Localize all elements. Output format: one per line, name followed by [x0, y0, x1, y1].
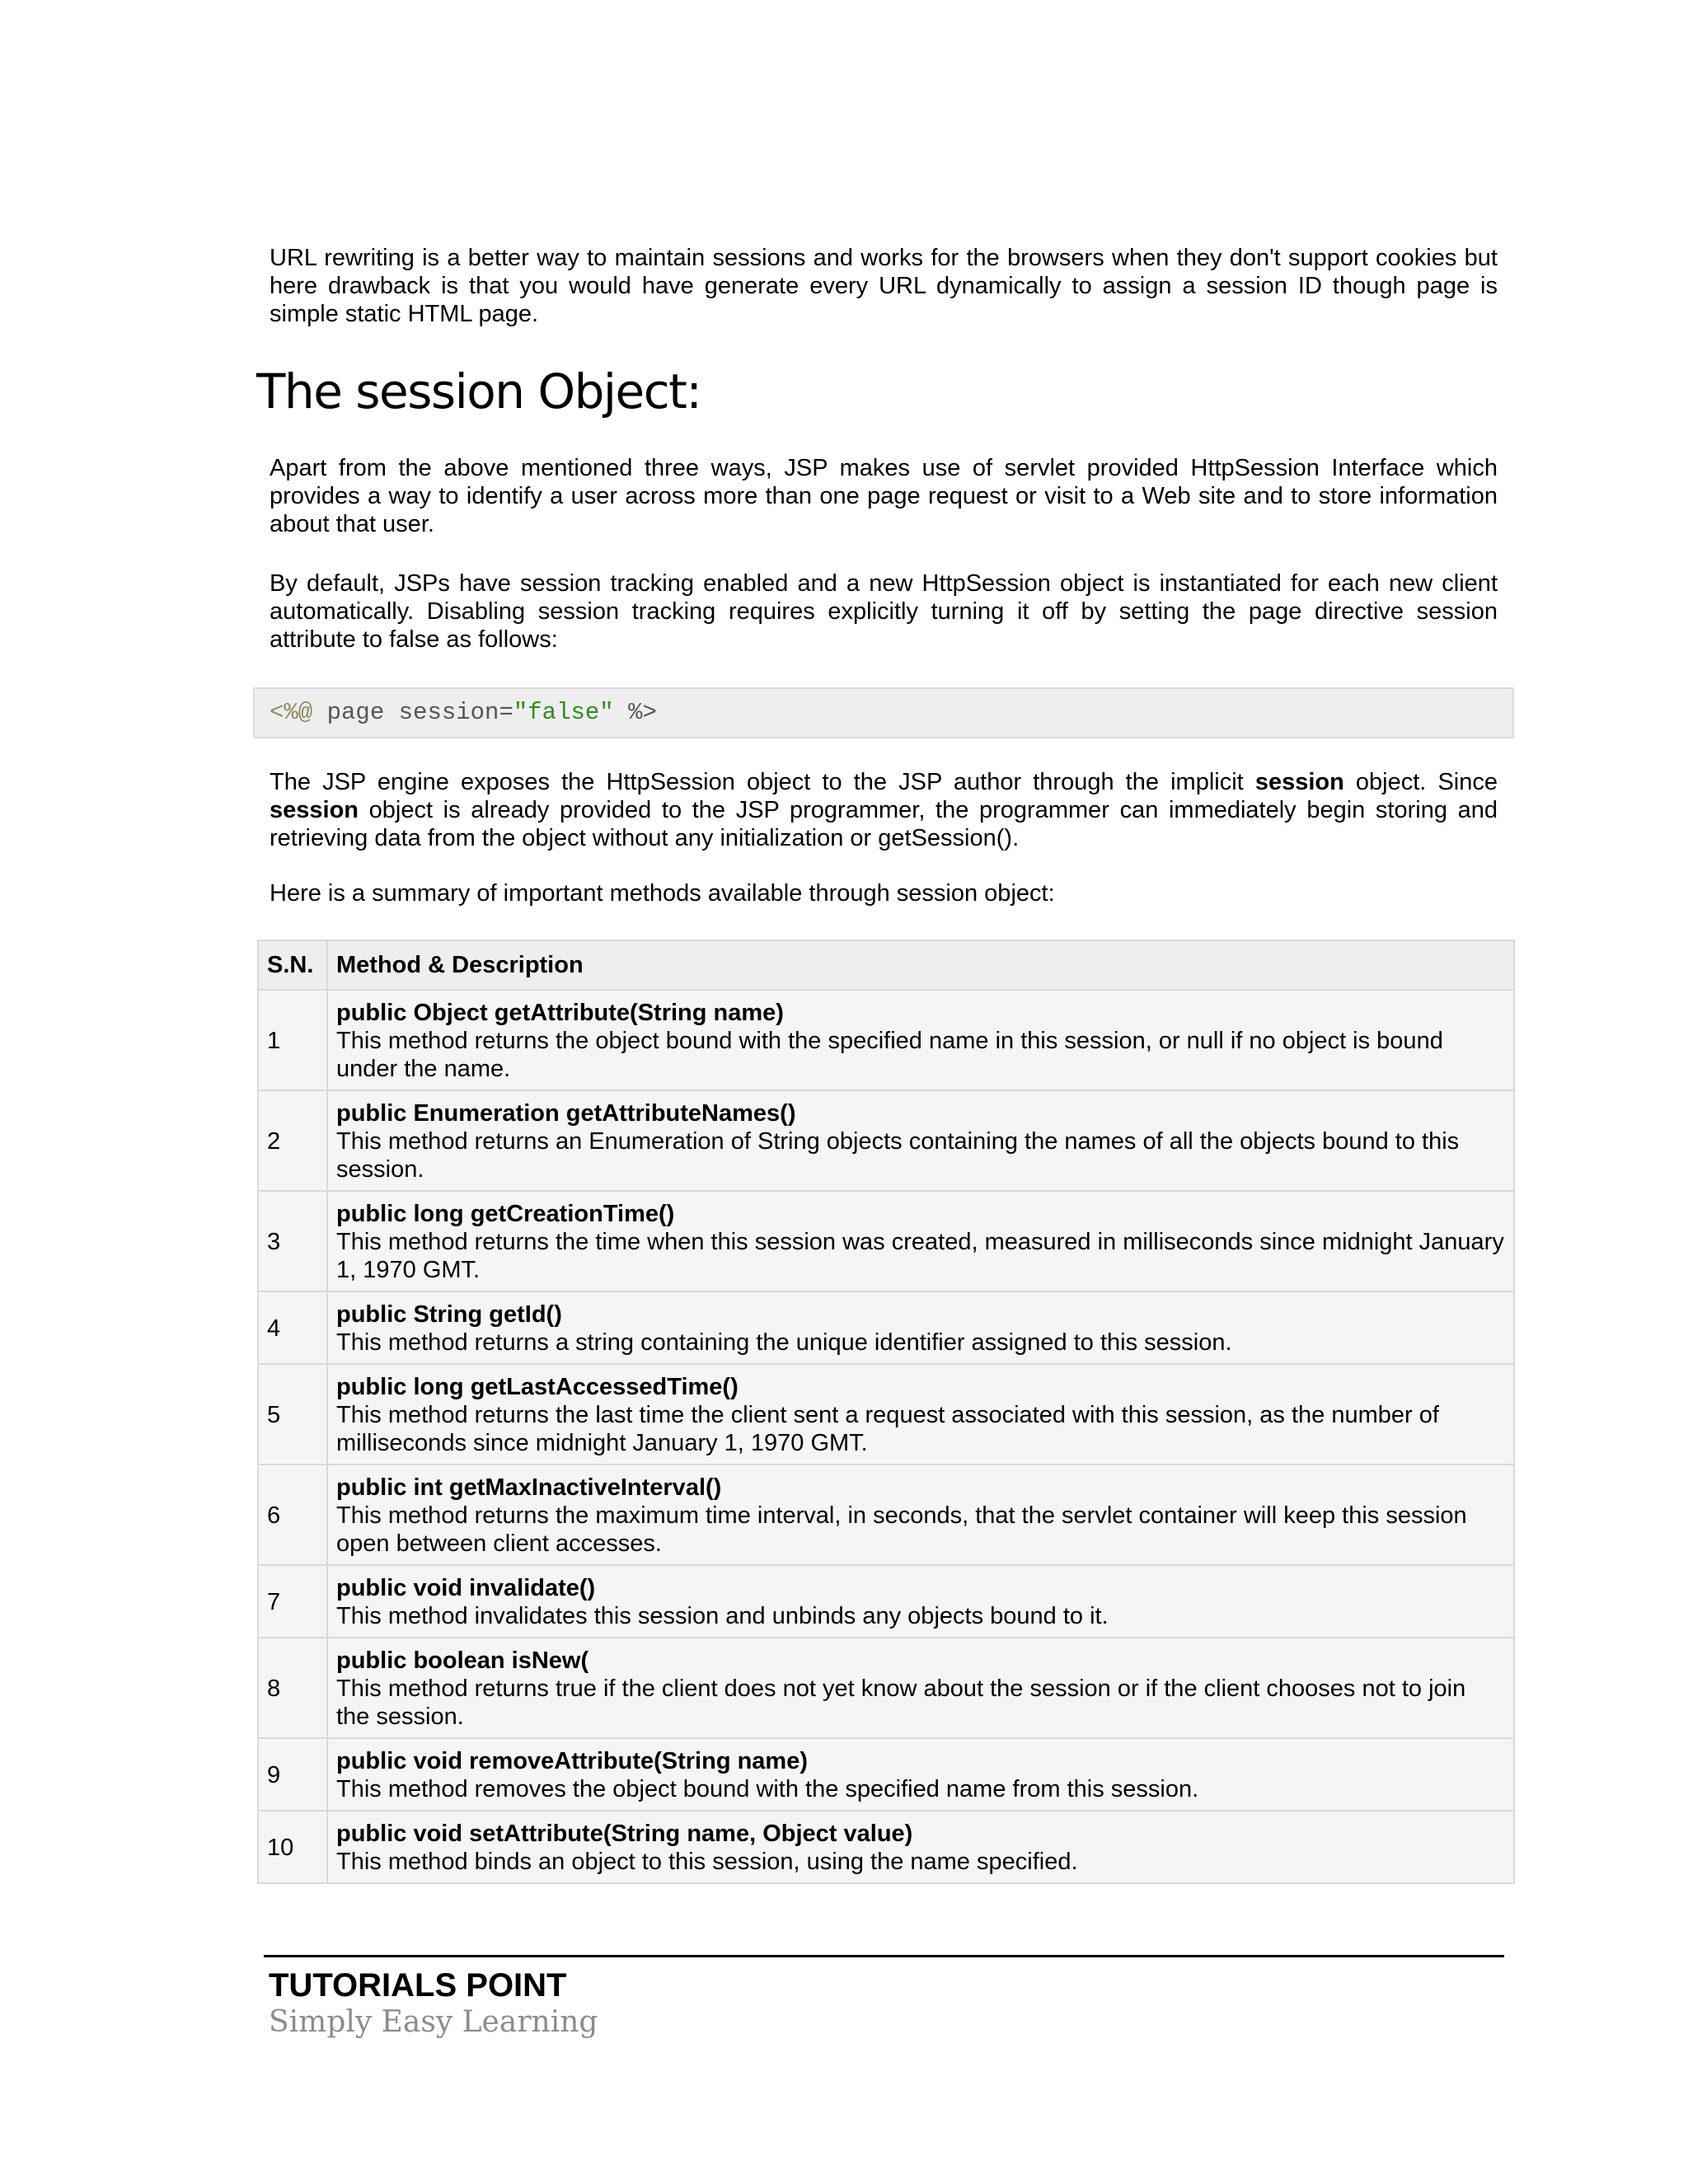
table-row: [258, 1364, 1514, 1465]
table-row: [258, 1291, 1514, 1364]
row-method-cell: [327, 990, 1514, 1090]
method-signature: public boolean isNew(: [336, 1647, 589, 1674]
engine-bold-1: session: [1254, 769, 1344, 795]
code-value: "false": [513, 699, 614, 726]
summary-paragraph: Here is a summary of important methods available through session object:: [270, 880, 1055, 907]
code-open-tag: <%@: [270, 699, 313, 726]
method-description: This method returns the time when this session was created, measured in milliseconds since midnight January 1, 1970 GMT.: [336, 1229, 1504, 1283]
header-method: Method & Description: [327, 940, 1514, 990]
method-description: This method returns the maximum time interval, in seconds, that the servlet container will keep this session open between client accesses.: [336, 1502, 1467, 1557]
method-signature: public String getId(): [336, 1301, 562, 1328]
table-row: [258, 1638, 1514, 1738]
row-method-cell: [327, 1565, 1514, 1638]
code-equals: =: [499, 699, 513, 726]
method-description: This method returns the last time the client sent a request associated with this session, as the number of milliseconds since midnight January 1, 1970 GMT.: [336, 1402, 1439, 1456]
engine-bold-2: session: [270, 797, 359, 823]
row-sn: 1: [258, 990, 327, 1090]
method-signature: public void invalidate(): [336, 1575, 596, 1601]
row-sn: 4: [258, 1291, 327, 1364]
default-tracking-paragraph: By default, JSPs have session tracking enabled and a new HttpSession object is instantiated for each new client automatically. Disabling session tracking requires explicitly turning it off by setting the page directive session attribute to false as follows:: [270, 570, 1498, 653]
method-description: This method binds an object to this session, using the name specified.: [336, 1849, 1078, 1875]
method-signature: public void removeAttribute(String name): [336, 1748, 808, 1774]
table-row: [258, 1090, 1514, 1191]
table-row: [258, 1811, 1514, 1883]
method-signature: public long getCreationTime(): [336, 1201, 675, 1227]
row-sn: 9: [258, 1738, 327, 1811]
engine-text-3: object is already provided to the JSP programmer, the programmer can immediately begin storing and retrieving data from the object without any initialization or getSession().: [270, 797, 1498, 851]
code-close-tag: %>: [613, 699, 657, 726]
method-description: This method returns an Enumeration of String objects containing the names of all the objects bound to this session.: [336, 1128, 1460, 1183]
method-description: This method returns the object bound with the specified name in this session, or null if no object is bound under the name.: [336, 1028, 1443, 1082]
footer-tagline: Simply Easy Learning: [269, 2005, 598, 2039]
method-signature: public void setAttribute(String name, Object value): [336, 1821, 913, 1847]
row-method-cell: [327, 1638, 1514, 1738]
row-sn: 7: [258, 1565, 327, 1638]
engine-text-2: object. Since: [1343, 769, 1498, 795]
row-method-cell: [327, 1811, 1514, 1883]
row-method-cell: [327, 1291, 1514, 1364]
header-sn: S.N.: [258, 940, 327, 990]
row-method-cell: [327, 1191, 1514, 1291]
method-signature: public long getLastAccessedTime(): [336, 1374, 738, 1400]
row-sn: 6: [258, 1465, 327, 1565]
method-description: This method returns a string containing the unique identifier assigned to this session.: [336, 1329, 1232, 1356]
httpsession-paragraph: Apart from the above mentioned three ways, JSP makes use of servlet provided HttpSession Interface which provides a way to identify a user across more than one page request or visit to a Web site and to store information about that user.: [270, 455, 1498, 537]
method-description: This method invalidates this session and unbinds any objects bound to it.: [336, 1603, 1109, 1629]
table-header-row: [258, 940, 1514, 990]
footer-divider: [264, 1955, 1504, 1957]
method-description: This method removes the object bound with the specified name from this session.: [336, 1776, 1199, 1802]
row-sn: 5: [258, 1364, 327, 1465]
row-sn: 2: [258, 1090, 327, 1191]
table-row: [258, 1738, 1514, 1811]
table-row: [258, 1191, 1514, 1291]
method-signature: public int getMaxInactiveInterval(): [336, 1474, 722, 1501]
row-sn: 3: [258, 1191, 327, 1291]
row-method-cell: [327, 1738, 1514, 1811]
method-signature: public Object getAttribute(String name): [336, 1000, 784, 1026]
row-method-cell: [327, 1364, 1514, 1465]
row-sn: 10: [258, 1811, 327, 1883]
footer-brand: TUTORIALS POINT: [269, 1967, 567, 2004]
row-method-cell: [327, 1090, 1514, 1191]
code-directive: page session: [312, 699, 499, 726]
intro-paragraph: URL rewriting is a better way to maintain sessions and works for the browsers when they don't support cookies but here drawback is that you would have generate every URL dynamically to assign a session ID though page is simple static HTML page.: [270, 245, 1498, 327]
method-description: This method returns true if the client does not yet know about the session or if the client chooses not to join the session.: [336, 1675, 1466, 1730]
table-row: [258, 1565, 1514, 1638]
row-sn: 8: [258, 1638, 327, 1738]
method-signature: public Enumeration getAttributeNames(): [336, 1100, 796, 1127]
engine-paragraph: [270, 768, 1498, 852]
engine-text-1: The JSP engine exposes the HttpSession object to the JSP author through the implicit: [270, 769, 1255, 795]
methods-table: [257, 940, 1515, 1884]
table-row: [258, 1465, 1514, 1565]
code-block: [253, 687, 1514, 738]
section-heading: The session Object:: [256, 363, 701, 419]
table-row: [258, 990, 1514, 1090]
row-method-cell: [327, 1465, 1514, 1565]
